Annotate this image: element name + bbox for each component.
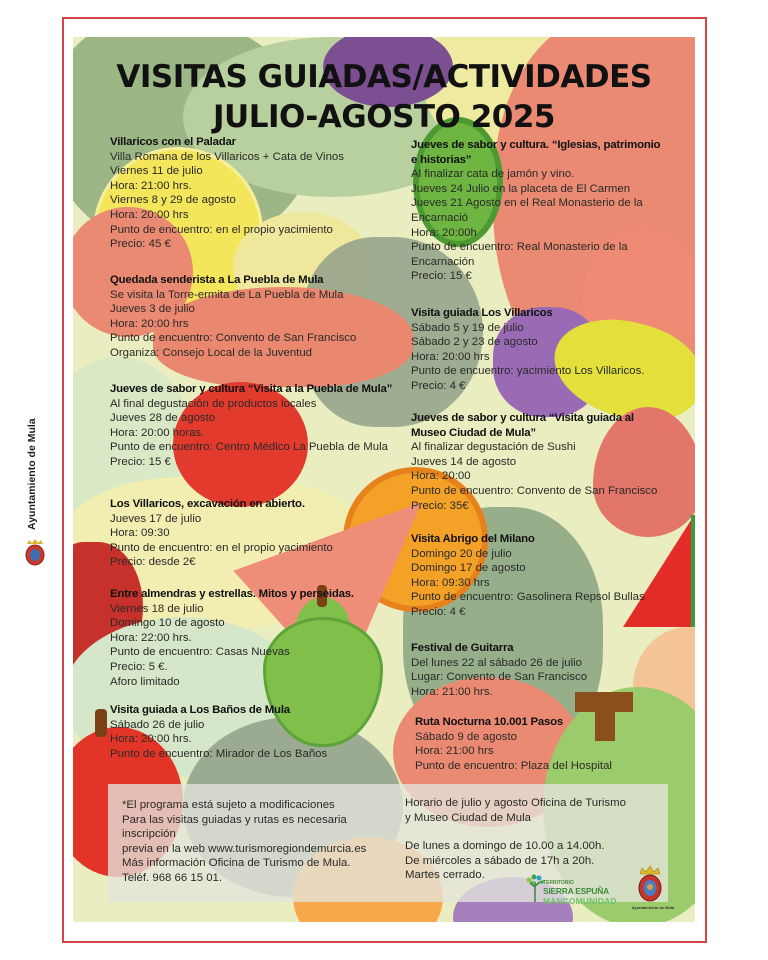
event-title: Festival de Guitarra (411, 642, 514, 654)
event-price: Precio: 35€ (411, 499, 469, 512)
event-time: Hora: 20:00 hrs (110, 208, 189, 221)
event-price: Precio: 4 € (411, 379, 466, 392)
event-time: Hora: 20:00 (411, 470, 471, 483)
event-visita-villaricos (411, 306, 644, 394)
event-date: Del lunes 22 al sábado 26 de julio (411, 656, 582, 669)
poster-title-line2: JULIO-AGOSTO 2025 (213, 99, 555, 135)
event-title: Jueves de sabor y cultura. “Iglesias, patrimonio e historias” (411, 139, 661, 166)
event-capacity: Aforo limitado (110, 675, 180, 688)
coat-of-arms-icon (635, 865, 665, 903)
event-meeting-point: Punto de encuentro: Convento de San Francisco (110, 332, 357, 345)
event-date: Jueves 14 de agosto (411, 455, 517, 468)
event-price: Precio: desde 2€ (110, 556, 196, 569)
event-time: Hora: 22:00 hrs. (110, 631, 192, 644)
event-villaricos-paladar (110, 135, 344, 252)
event-price: Precio: 45 € (110, 238, 171, 251)
event-organizer: Organiza: Consejo Local de la Juventud (110, 346, 312, 359)
coat-of-arms-icon (21, 538, 49, 566)
event-location: Lugar: Convento de San Francisco (411, 671, 588, 684)
event-almendras-estrellas (110, 587, 354, 689)
event-meeting-point: Punto de encuentro: Centro Médico La Puebla de Mula (110, 441, 388, 454)
event-title: Ruta Nocturna 10.001 Pasos (415, 716, 564, 728)
event-title: Jueves de sabor y cultura “Visita a la Puebla de Mula” (110, 383, 393, 395)
event-meeting-point: Punto de encuentro: Plaza del Hospital (415, 759, 612, 772)
event-time: Hora: 21:00 hrs (415, 745, 494, 758)
note-line: Para las visitas guiadas y rutas es necesaria (122, 813, 347, 826)
event-meeting-point: Punto de encuentro: Real Monasterio de la Encarnación (411, 241, 628, 268)
event-festival-guitarra (411, 641, 587, 699)
event-date: Viernes 11 de julio (110, 165, 203, 178)
bg-apple-stem-shape (95, 709, 107, 737)
hours-heading: y Museo Ciudad de Mula (405, 811, 531, 824)
tree-icon (525, 874, 545, 904)
hours-line: De lunes a domingo de 10.00 a 14.00h. (405, 840, 605, 853)
event-detail: Se visita la Torre-ermita de La Puebla de Mula (110, 288, 344, 301)
event-title: Visita guiada Los Villaricos (411, 307, 553, 319)
event-visita-puebla (110, 382, 392, 470)
event-date: Sábado 5 y 19 de julio (411, 321, 524, 334)
event-meeting-point: Punto de encuentro: Gasolinera Repsol Bullas (411, 591, 645, 604)
event-date: Jueves 3 de julio (110, 303, 195, 316)
poster (73, 37, 695, 922)
event-date: Sábado 2 y 23 de agosto (411, 336, 538, 349)
event-date: Sábado 9 de agosto (415, 730, 517, 743)
event-time: Hora: 21:00 hrs. (411, 685, 493, 698)
event-detail: Al finalizar cata de jamón y vino. (411, 168, 575, 181)
sierra-espuna-logo (523, 870, 618, 910)
event-abrigo-milano (411, 532, 645, 620)
hours-line: Martes cerrado. (405, 869, 485, 882)
event-time: Hora: 20:00h (411, 226, 477, 239)
event-price: Precio: 5 €. (110, 660, 168, 673)
hours-line: De miércoles a sábado de 17h a 20h. (405, 854, 595, 867)
event-date: Domingo 20 de julio (411, 547, 512, 560)
note-line: previa en la web www.turismoregiondemurcia.es (122, 842, 367, 855)
event-time: Hora: 20:00 hrs. (110, 733, 192, 746)
event-ruta-nocturna (415, 715, 612, 773)
logo-caption: Ayuntamiento de Mula (631, 905, 675, 910)
logo-line2: SIERRA ESPUÑA (543, 886, 609, 896)
event-date: Viernes 18 de julio (110, 602, 204, 615)
event-date: Viernes 8 y 29 de agosto (110, 194, 236, 207)
logo-line1: TERRITORIO (543, 880, 574, 886)
event-quedada-senderista (110, 273, 356, 361)
event-date: Sábado 26 de julio (110, 718, 205, 731)
event-meeting-point: Punto de encuentro: en el propio yacimiento (110, 223, 333, 236)
event-meeting-point: Punto de encuentro: Mirador de Los Baños (110, 747, 328, 760)
event-date: Jueves 28 de agosto (110, 412, 216, 425)
event-detail: Al final degustación de productos locales (110, 397, 317, 410)
event-price: Precio: 4 € (411, 605, 466, 618)
event-date: Domingo 17 de agosto (411, 562, 526, 575)
event-excavacion (110, 497, 333, 570)
event-title: Visita Abrigo del Milano (411, 533, 535, 545)
event-date: Domingo 10 de agosto (110, 617, 225, 630)
event-time: Hora: 20:00 hrs (411, 350, 490, 363)
event-date: Jueves 24 Julio en la placeta de El Carmen (411, 182, 631, 195)
ayuntamiento-logo (623, 865, 683, 915)
event-meeting-point: Punto de encuentro: Casas Nuevas (110, 646, 290, 659)
event-banos-mula (110, 703, 327, 761)
bg-watermelon-rind-shape (691, 515, 695, 627)
event-title: Villaricos con el Paladar (110, 136, 236, 148)
event-price: Precio: 15 € (411, 270, 472, 283)
event-time: Hora: 20:00 horas. (110, 426, 205, 439)
event-title: Quedada senderista a La Puebla de Mula (110, 274, 324, 286)
event-time: Hora: 09:30 hrs (411, 576, 490, 589)
note-line: Más información Oficina de Turismo de Mula. (122, 857, 351, 870)
event-meeting-point: Punto de encuentro: en el propio yacimiento (110, 541, 333, 554)
event-meeting-point: Punto de encuentro: yacimiento Los Villaricos. (411, 365, 645, 378)
event-detail: Al finalizar degustación de Sushi (411, 441, 576, 454)
event-time: Hora: 20:00 hrs (110, 317, 189, 330)
event-date: Jueves 17 de julio (110, 512, 202, 525)
event-detail: Villa Romana de los Villaricos + Cata de Vinos (110, 150, 344, 163)
note-line: Teléf. 968 66 15 01. (122, 871, 223, 884)
event-title: Los Villaricos, excavación en abierto. (110, 498, 305, 510)
event-museo-ciudad (411, 411, 661, 513)
poster-title-line1: VISITAS GUIADAS/ACTIVIDADES (116, 59, 652, 95)
side-label (18, 380, 68, 580)
event-title: Jueves de sabor y cultura “Visita guiada al Museo Ciudad de Mula” (411, 412, 634, 439)
event-price: Precio: 15 € (110, 455, 171, 468)
side-label-text: Ayuntamiento de Mula (26, 418, 38, 530)
event-meeting-point: Punto de encuentro: Convento de San Francisco (411, 484, 658, 497)
event-title: Visita guiada a Los Baños de Mula (110, 704, 290, 716)
event-time: Hora: 21:00 hrs. (110, 179, 192, 192)
hours-heading: Horario de julio y agosto Oficina de Turismo (405, 797, 626, 809)
event-time: Hora: 09:30 (110, 527, 170, 540)
logo-line3: MANCOMUNIDAD (543, 896, 617, 906)
info-notes (122, 798, 402, 886)
event-date: Jueves 21 Agosto en el Real Monasterio de la Encarnació (411, 197, 643, 224)
note-line: *El programa está sujeto a modificaciones (122, 799, 335, 811)
event-title: Entre almendras y estrellas. Mitos y perseidas. (110, 588, 354, 600)
note-line: inscripción (122, 828, 176, 841)
event-iglesias-patrimonio (411, 138, 661, 284)
